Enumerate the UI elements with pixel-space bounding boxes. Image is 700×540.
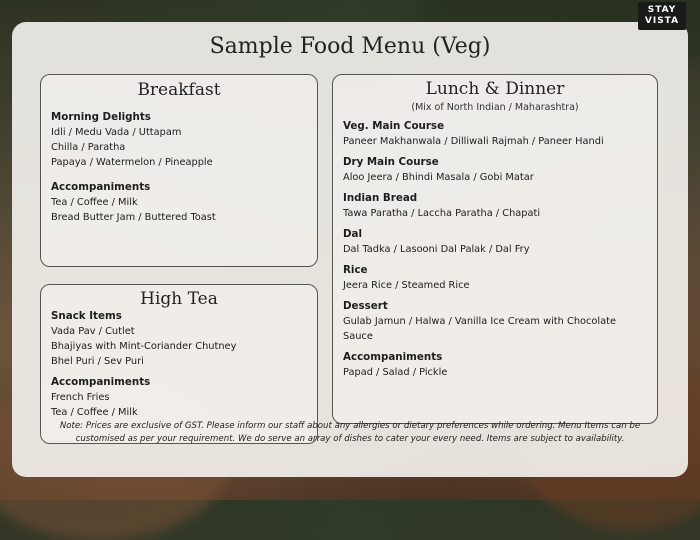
- section-heading: Accompaniments: [51, 376, 151, 388]
- menu-item: Papad / Salad / Pickle: [343, 367, 448, 378]
- menu-item: Bhajiyas with Mint-Coriander Chutney: [51, 341, 237, 352]
- section-heading: Accompaniments: [51, 181, 151, 193]
- breakfast-content: [41, 110, 317, 225]
- menu-sheet: [12, 22, 688, 477]
- high-tea-title: High Tea: [140, 289, 218, 309]
- menu-item: Tawa Paratha / Laccha Paratha / Chapati: [343, 208, 541, 219]
- menu-item: Paneer Makhanwala / Dilliwali Rajmah / Paneer Handi: [343, 136, 604, 147]
- menu-item: Tea / Coffee / Milk: [51, 197, 138, 208]
- menu-item: Dal Tadka / Lasooni Dal Palak / Dal Fry: [343, 244, 530, 255]
- logo-line: VISTA: [644, 16, 680, 26]
- section-heading: Accompaniments: [343, 351, 443, 363]
- menu-item: Papaya / Watermelon / Pineapple: [51, 157, 213, 168]
- breakfast-panel: [40, 74, 318, 267]
- logo-line: STAY: [647, 5, 677, 15]
- section-heading: Veg. Main Course: [343, 120, 445, 132]
- menu-item: Bread Butter Jam / Buttered Toast: [51, 212, 216, 223]
- menu-item: Bhel Puri / Sev Puri: [51, 356, 144, 367]
- menu-item: Tea / Coffee / Milk: [51, 407, 138, 418]
- section-heading: Dry Main Course: [343, 156, 439, 168]
- menu-item: Aloo Jeera / Bhindi Masala / Gobi Matar: [343, 172, 534, 183]
- section-heading: Indian Bread: [343, 192, 418, 204]
- section-heading: Snack Items: [51, 310, 122, 322]
- menu-item: Vada Pav / Cutlet: [51, 326, 135, 337]
- menu-item: Idli / Medu Vada / Uttapam: [51, 127, 182, 138]
- footer-note: Note: Prices are exclusive of GST. Please inform our staff about any allergies or dietary preferences while ordering. Menu Items can be customised as per your requirement. We do serve an array of dishes to cater your every need. Items are subject to availability.: [59, 421, 641, 444]
- lunch-dinner-content: [333, 119, 657, 380]
- menu-item: Jeera Rice / Steamed Rice: [343, 280, 470, 291]
- section-heading: Dal: [343, 228, 363, 240]
- brand-logo: [638, 2, 686, 30]
- lunch-dinner-title: Lunch & Dinner: [425, 79, 565, 99]
- menu-item: French Fries: [51, 392, 110, 403]
- section-heading: Rice: [343, 264, 368, 276]
- page-title: Sample Food Menu (Veg): [209, 34, 491, 59]
- menu-item: Chilla / Paratha: [51, 142, 126, 153]
- section-heading: Morning Delights: [51, 111, 151, 123]
- breakfast-title: Breakfast: [137, 80, 221, 100]
- lunch-dinner-panel: [332, 74, 658, 424]
- lunch-dinner-subtitle: (Mix of North Indian / Maharashtra): [411, 102, 579, 113]
- high-tea-content: [41, 309, 317, 420]
- section-heading: Dessert: [343, 300, 388, 312]
- menu-item: Gulab Jamun / Halwa / Vanilla Ice Cream with Chocolate Sauce: [343, 316, 616, 342]
